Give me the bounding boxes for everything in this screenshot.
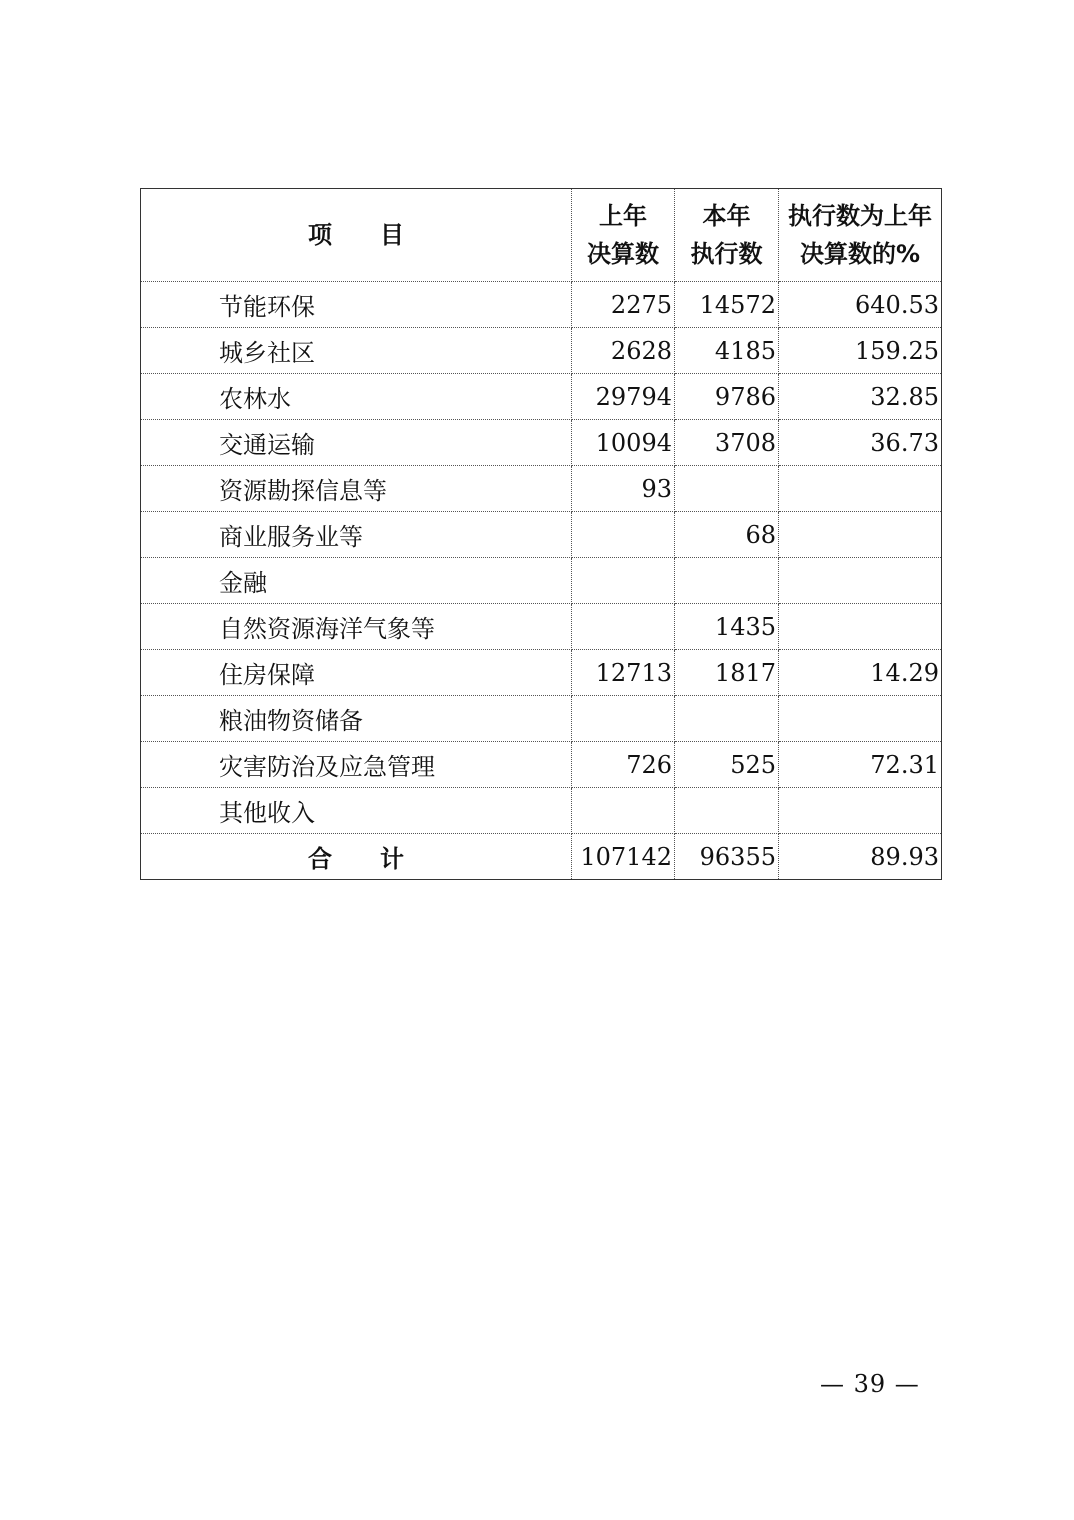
row-item: 资源勘探信息等 xyxy=(141,466,572,512)
budget-table-container xyxy=(140,188,941,880)
row-prev-value: 2628 xyxy=(572,328,675,374)
row-percent xyxy=(779,466,942,512)
row-percent: 72.31 xyxy=(779,742,942,788)
table-row xyxy=(141,466,942,512)
row-percent xyxy=(779,696,942,742)
row-current-value xyxy=(675,696,779,742)
row-current-value: 4185 xyxy=(675,328,779,374)
row-prev-value: 726 xyxy=(572,742,675,788)
header-prev-year xyxy=(572,189,675,282)
table-row xyxy=(141,604,942,650)
row-current-value xyxy=(675,466,779,512)
row-prev-value xyxy=(572,788,675,834)
total-prev-value: 107142 xyxy=(572,834,675,880)
table-row xyxy=(141,328,942,374)
header-item xyxy=(141,189,572,282)
total-current-value: 96355 xyxy=(675,834,779,880)
total-percent: 89.93 xyxy=(779,834,942,880)
row-item: 城乡社区 xyxy=(141,328,572,374)
row-percent: 32.85 xyxy=(779,374,942,420)
row-percent xyxy=(779,788,942,834)
row-current-value: 1435 xyxy=(675,604,779,650)
header-current-year-line2: 执行数 xyxy=(690,240,763,268)
page-number: — 39 — xyxy=(820,1370,920,1398)
row-percent xyxy=(779,604,942,650)
budget-table xyxy=(140,188,942,880)
row-current-value: 525 xyxy=(675,742,779,788)
total-row xyxy=(141,834,942,880)
row-item: 交通运输 xyxy=(141,420,572,466)
row-prev-value: 10094 xyxy=(572,420,675,466)
row-item: 农林水 xyxy=(141,374,572,420)
table-row xyxy=(141,558,942,604)
row-prev-value xyxy=(572,696,675,742)
table-row xyxy=(141,282,942,328)
header-item-char-1: 项 xyxy=(308,221,332,249)
row-prev-value: 12713 xyxy=(572,650,675,696)
header-current-year-line1: 本年 xyxy=(702,202,751,230)
row-current-value xyxy=(675,788,779,834)
header-current-year xyxy=(675,189,779,282)
row-item: 粮油物资储备 xyxy=(141,696,572,742)
total-label xyxy=(141,834,572,880)
row-current-value: 3708 xyxy=(675,420,779,466)
row-item: 其他收入 xyxy=(141,788,572,834)
header-prev-year-line2: 决算数 xyxy=(587,240,659,268)
row-percent: 14.29 xyxy=(779,650,942,696)
table-row xyxy=(141,788,942,834)
row-current-value: 1817 xyxy=(675,650,779,696)
row-prev-value: 93 xyxy=(572,466,675,512)
row-item: 商业服务业等 xyxy=(141,512,572,558)
row-current-value: 14572 xyxy=(675,282,779,328)
row-percent: 640.53 xyxy=(779,282,942,328)
table-row xyxy=(141,420,942,466)
header-prev-year-line1: 上年 xyxy=(599,202,647,230)
table-row xyxy=(141,696,942,742)
row-percent: 36.73 xyxy=(779,420,942,466)
header-percent-line2: 决算数的% xyxy=(799,240,921,268)
row-item: 灾害防治及应急管理 xyxy=(141,742,572,788)
total-label-char-1: 合 xyxy=(308,845,332,873)
table-header-row xyxy=(141,189,942,282)
table-row xyxy=(141,742,942,788)
header-item-char-2: 目 xyxy=(380,221,404,249)
row-prev-value: 2275 xyxy=(572,282,675,328)
row-prev-value: 29794 xyxy=(572,374,675,420)
table-row xyxy=(141,512,942,558)
row-current-value: 68 xyxy=(675,512,779,558)
header-percent-line1: 执行数为上年 xyxy=(788,202,932,230)
row-current-value xyxy=(675,558,779,604)
row-item: 金融 xyxy=(141,558,572,604)
table-row xyxy=(141,650,942,696)
row-prev-value xyxy=(572,558,675,604)
row-percent xyxy=(779,512,942,558)
row-item: 自然资源海洋气象等 xyxy=(141,604,572,650)
row-percent xyxy=(779,558,942,604)
row-prev-value xyxy=(572,512,675,558)
row-prev-value xyxy=(572,604,675,650)
row-item: 节能环保 xyxy=(141,282,572,328)
table-row xyxy=(141,374,942,420)
total-label-char-2: 计 xyxy=(380,845,404,873)
row-current-value: 9786 xyxy=(675,374,779,420)
row-percent: 159.25 xyxy=(779,328,942,374)
row-item: 住房保障 xyxy=(141,650,572,696)
header-percent xyxy=(779,189,942,282)
